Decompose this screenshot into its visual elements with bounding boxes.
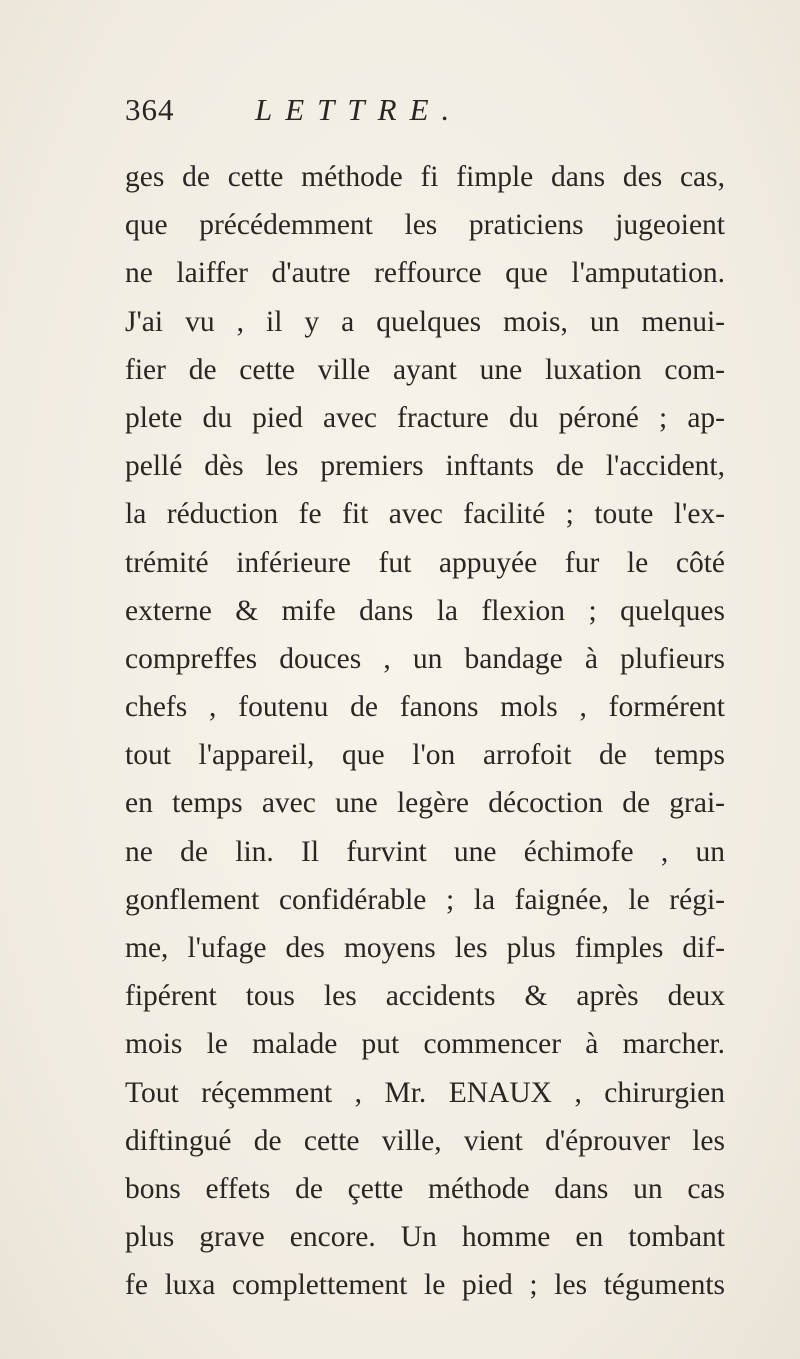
text-line: Tout réçemment , Mr. ENAUX , chirurgien — [125, 1076, 725, 1109]
text-line: en temps avec une legère décoction de grai- — [125, 787, 725, 820]
text-line: externe & mife dans la flexion ; quelques — [125, 594, 725, 627]
text-line: ges de cette méthode fi fimple dans des cas, — [125, 161, 725, 193]
text-line: pellé dès les premiers inftants de l'accident, — [125, 450, 725, 483]
text-line: que précédemment les praticiens jugeoient — [125, 209, 725, 242]
text-line: J'ai vu , il y a quelques mois, un menui- — [125, 305, 725, 338]
running-title: LETTRE. — [255, 92, 463, 127]
text-line: la réduction fe fit avec facilité ; toute l'ex- — [125, 498, 725, 531]
text-line: ne de lin. Il furvint une échimofe , un — [125, 835, 725, 868]
text-line: plus grave encore. Un homme en tombant — [125, 1221, 725, 1254]
text-line: ne laiffer d'autre reffource que l'amputation. — [125, 257, 725, 290]
page-header — [125, 92, 725, 142]
text-line: fe luxa complettement le pied ; les téguments — [125, 1269, 725, 1302]
text-line: chefs , foutenu de fanons mols , formérent — [125, 691, 725, 724]
text-line: gonflement confidérable ; la faignée, le régi- — [125, 883, 725, 916]
text-line: fier de cette ville ayant une luxation com- — [125, 353, 725, 386]
text-line: fipérent tous les accidents & après deux — [125, 980, 725, 1013]
page-number: 364 — [125, 92, 175, 127]
text-line: plete du pied avec fracture du péroné ; ap- — [125, 401, 725, 434]
text-line: trémité inférieure fut appuyée fur le côté — [125, 546, 725, 579]
text-line: diftingué de cette ville, vient d'éprouver les — [125, 1124, 725, 1157]
text-line: mois le malade put commencer à marcher. — [125, 1028, 725, 1061]
text-line: compreffes douces , un bandage à plufieurs — [125, 642, 725, 675]
text-line: tout l'appareil, que l'on arrofoit de temps — [125, 739, 725, 772]
text-line: me, l'ufage des moyens les plus fimples dif- — [125, 932, 725, 964]
body-text — [125, 153, 725, 1310]
text-line: bons effets de çette méthode dans un cas — [125, 1172, 725, 1205]
